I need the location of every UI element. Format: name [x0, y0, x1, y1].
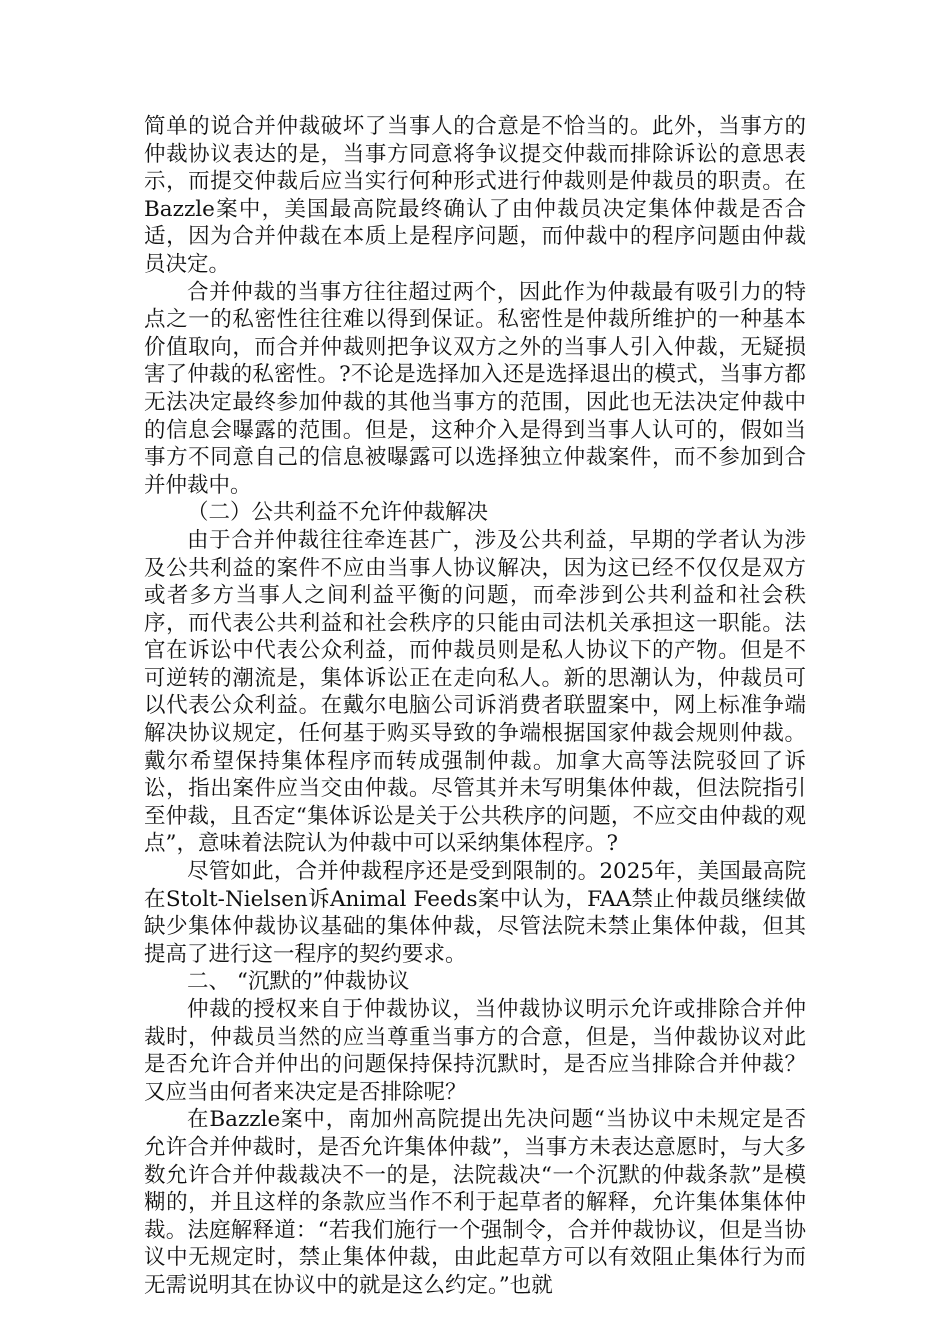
paragraph-stolt-nielsen: 尽管如此，合并仲裁程序还是受到限制的。2025年，美国最高院在Stolt-Nielsen诉Animal Feeds案中认为，FAA禁止仲裁员继续做缺少集体仲裁协议基础的集体仲裁，尽管法院未禁止集体仲裁，但其提高了进行这一程序的契约要求。 — [144, 859, 806, 967]
section-heading-silent-agreement: 二、 “沉默的”仲裁协议 — [187, 969, 410, 995]
paragraph-authorization: 仲裁的授权来自于仲裁协议，当仲裁协议明示允许或排除合并仲裁时，仲裁员当然的应当尊重当事方的合意，但是，当仲裁协议对此是否允许合并仲出的问题保持保持沉默时，是否应当排除合并仲裁？又应当由何者来决定是否排除呢？ — [144, 997, 806, 1105]
section-heading-public-interest: （二）公共利益不允许仲裁解决 — [187, 500, 489, 526]
paragraph-public-interest: 由于合并仲裁往往牵连甚广，涉及公共利益，早期的学者认为涉及公共利益的案件不应由当事人协议解决，因为这已经不仅仅是双方或者多方当事人之间利益平衡的问题，而牵涉到公共利益和社会秩序，而代表公共利益和社会秩序的只能由司法机关承担这一职能。法官在诉讼中代表公众利益，而仲裁员则是私人协议下的产物。但是不可逆转的潮流是，集体诉讼正在走向私人。新的思潮认为，仲裁员可以代表公众利益。在戴尔电脑公司诉消费者联盟案中，网上标准争端解决协议规定，任何基于购买导致的争端根据国家仲裁会规则仲裁。戴尔希望保持集体程序而转成强制仲裁。加拿大高等法院驳回了诉讼，指出案件应当交由仲裁。尽管其并未写明集体仲裁，但法院指引至仲裁，且否定“集体诉讼是关于公共秩序的问题，不应交由仲裁的观点”，意味着法院认为仲裁中可以采纳集体程序。? — [144, 527, 806, 857]
paragraph-consent-and-procedure: 简单的说合并仲裁破坏了当事人的合意是不恰当的。此外，当事方的仲裁协议表达的是，当事方同意将争议提交仲裁而排除诉讼的意思表示，而提交仲裁后应当实行何种形式进行仲裁则是仲裁员的职责。在Bazzle案中，美国最高院最终确认了由仲裁员决定集体仲裁是否合适，因为合并仲裁在本质上是程序问题，而仲裁中的程序问题由仲裁员决定。 — [144, 114, 806, 277]
paragraph-bazzle-case: 在Bazzle案中，南加州高院提出先决问题“当协议中未规定是否允许合并仲裁时，是否允许集体仲裁”，当事方未表达意愿时，与大多数允许合并仲裁裁决不一的是，法院裁决“一个沉默的仲裁条款”是模糊的，并且这样的条款应当作不利于起草者的解释，允许集体集体仲裁。法庭解释道：“若我们施行一个强制令，合并仲裁协议，但是当协议中无规定时，禁止集体仲裁，由此起草方可以有效阻止集体行为而无需说明其在协议中的就是这么约定。”也就 — [144, 1107, 806, 1298]
paragraph-confidentiality: 合并仲裁的当事方往往超过两个，因此作为仲裁最有吸引力的特点之一的私密性往往难以得到保证。私密性是仲裁所维护的一种基本价值取向，而合并仲裁则把争议双方之外的当事人引入仲裁，无疑损害了仲裁的私密性。?不论是选择加入还是选择退出的模式，当事方都无法决定最终参加仲裁的其他当事方的范围，因此也无法决定仲裁中的信息会曝露的范围。但是，这种介入是得到当事人认可的，假如当事方不同意自己的信息被曝露可以选择独立仲裁案件，而不参加到合并仲裁中。 — [144, 279, 806, 498]
document-page — [144, 113, 806, 1300]
